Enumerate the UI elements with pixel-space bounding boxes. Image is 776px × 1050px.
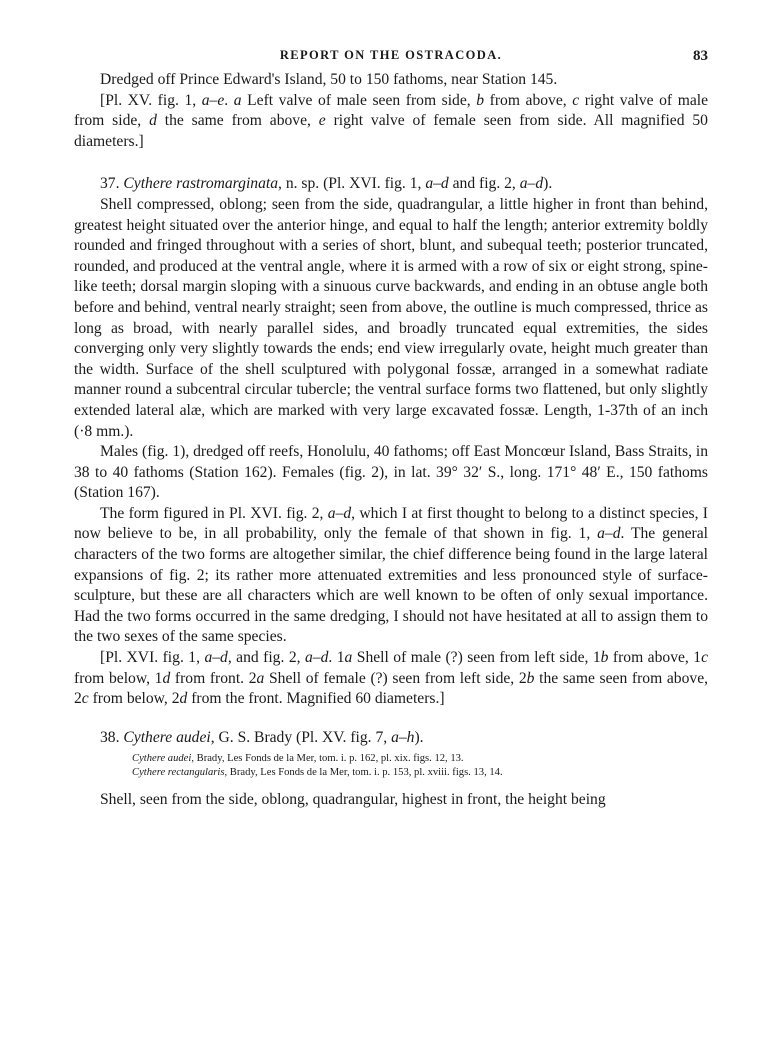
species-heading-37: 37. Cythere rastromarginata, n. sp. (Pl. XVI. fig. 1, a–d and fig. 2, a–d). <box>100 175 553 193</box>
page <box>74 40 708 811</box>
figure-caption-pl-xv: [Pl. XV. fig. 1, a–e. a Left valve of male seen from side, b from above, c right valve of male from side, d the same from above, e right valve of female seen from side. All magnified 50 diameters.] <box>74 91 709 150</box>
discussion-paragraph: The form figured in Pl. XVI. fig. 2, a–d, which I at first thought to belong to a distinct species, I now believe to be, in all probability, only the female of that shown in fig. 1, a–d. The general characters of the two forms are altogether similar, the chief difference being found in the large lateral expansions of fig. 2; its rather more attenuated extremities and less pronounced style of surface-sculpture, but these are all characters which are well known to be often of only sexual importance. Had the two forms occurred in the same dredging, I should not have hesitated at all to assign them to the two sexes of the same species. <box>74 504 708 646</box>
synonymy-reference-2: Cythere rectangularis, Brady, Les Fonds de la Mer, tom. i. p. 153, pl. xviii. figs. 13, 14. <box>132 767 503 779</box>
running-title: REPORT ON THE OSTRACODA. <box>279 48 503 62</box>
localities-paragraph: Males (fig. 1), dredged off reefs, Honolulu, 40 fathoms; off East Moncœur Island, Bass Straits, in 38 to 40 fathoms (Station 162). Females (fig. 2), in lat. 39° 32′ S., long. 171° 48′ E., 150 fathoms (Station 167). <box>74 443 708 502</box>
figure-caption-pl-xvi: [Pl. XVI. fig. 1, a–d, and fig. 2, a–d. 1a Shell of male (?) seen from left side, 1b from above, 1c from below, 1d from front. 2a Shell of female (?) seen from left side, 2b the same seen from above, 2c from below, 2d from the front. Magnified 60 diameters.] <box>74 649 709 708</box>
page-number: 83 <box>693 48 708 64</box>
description-paragraph-38: Shell, seen from the side, oblong, quadrangular, highest in front, the height being <box>100 791 606 809</box>
running-header <box>74 40 708 66</box>
synonymy-reference-1: Cythere audei, Brady, Les Fonds de la Mer, tom. i. p. 162, pl. xix. figs. 12, 13. <box>132 753 464 765</box>
species-heading-38: 38. Cythere audei, G. S. Brady (Pl. XV. fig. 7, a–h). <box>100 728 424 746</box>
locality-paragraph: Dredged off Prince Edward's Island, 50 to 150 fathoms, near Station 145. <box>100 71 558 88</box>
description-paragraph: Shell compressed, oblong; seen from the side, quadrangular, a little higher in front than behind, greatest height situated over the anterior hinge, and equal to half the length; anterior extremity boldly rounded and fringed throughout with a series of short, blunt, and subequal teeth; posterior truncated, rounded, and produced at the ventral angle, where it is armed with a row of six or eight strong, spine-like teeth; dorsal margin sloping with a sinuous curve backwards, and ending in an obtuse angle both before and behind, ventral nearly straight; seen from above, the outline is much compressed, thrice as long as broad, with nearly parallel sides, and broadly truncated equal extremities, the sides converging only very slightly towards the ends; end view irregularly ovate, height much greater than the width. Surface of the shell sculptured with polygonal fossæ, arranged in a somewhat radiate manner round a subcentral circular tubercle; the ventral surface forms two flattened, but only slightly extended lateral alæ, which are marked with very large excavated fossæ. Length, 1-37th of an inch (·8 mm.). <box>74 195 708 440</box>
